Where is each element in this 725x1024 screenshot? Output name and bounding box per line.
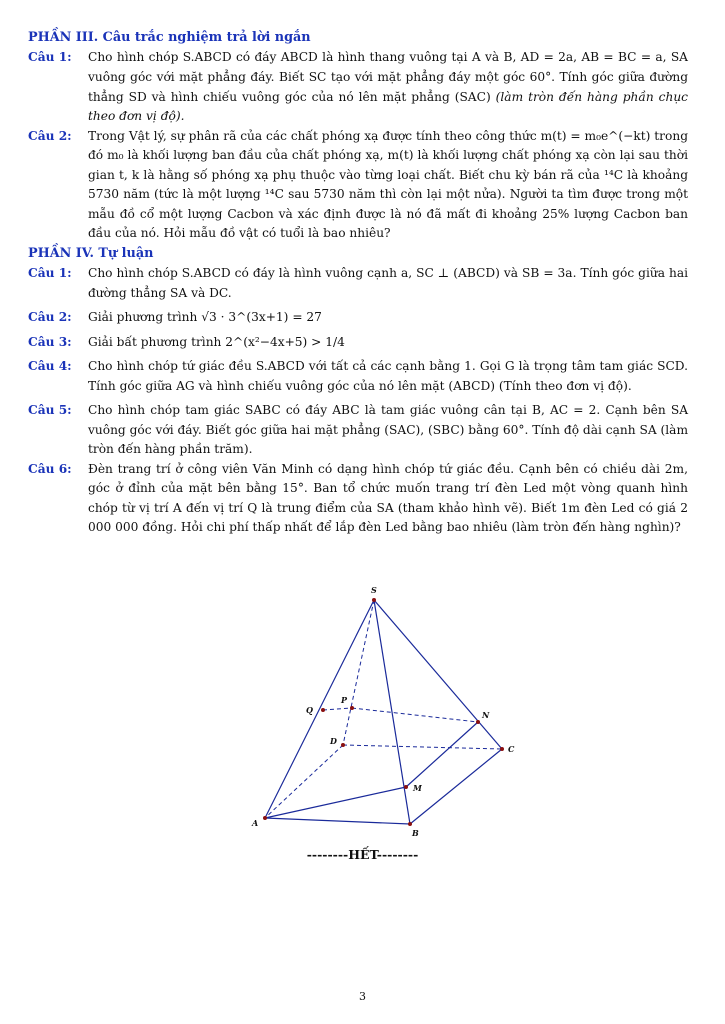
question-text: Cho hình chóp S.ABCD có đáy là hình vuông cạnh a, SC ⊥ (ABCD) và SB = 3a. Tính góc giữa hai đường thẳng SA và DC. (88, 266, 688, 300)
question-label: Câu 2: (28, 310, 72, 325)
question-label: Câu 3: (28, 334, 72, 349)
question-text: Cho hình chóp tam giác SABC có đáy ABC là tam giác vuông cân tại B, AC = 2. Cạnh bên SA vuông góc với đáy. Biết góc giữa hai mặt phẳng (SAC), (SBC) bằng 60°. Tính độ dài cạnh SA (làm tròn đến hàng phần trăm). (88, 403, 688, 457)
edge-sc (374, 600, 502, 749)
point-b (408, 822, 412, 826)
point-n (476, 720, 480, 724)
label-a: A (252, 818, 259, 828)
path-pn (352, 708, 478, 722)
question-text: Giải phương trình √3 · 3^(3x+1) = 27 (88, 310, 322, 325)
point-q (321, 708, 325, 712)
question-label: Câu 1: (28, 266, 72, 281)
label-b: B (412, 828, 419, 838)
label-d: D (330, 736, 337, 746)
p4-question-2 (28, 308, 688, 328)
question-text: Cho hình chóp tứ giác đều S.ABCD với tất cả các cạnh bằng 1. Gọi G là trọng tâm tam giác SCD. Tính góc giữa AG và hình chiếu vuông góc của nó lên mặt (ABCD) (Tính theo đơn vị độ). (88, 359, 688, 393)
exam-page (28, 28, 688, 538)
question-label: Câu 2: (28, 128, 72, 143)
pyramid-diagram (240, 582, 520, 842)
edge-sa (265, 600, 374, 818)
edge-bc (410, 749, 502, 824)
point-m (404, 785, 408, 789)
label-p: P (341, 695, 348, 705)
label-s: S (371, 585, 377, 595)
p4-question-5 (28, 401, 688, 460)
p4-question-1 (28, 264, 688, 303)
question-body: Cho hình chóp S.ABCD có đáy ABCD là hình thang vuông tại A và B, AD = 2a, AB = BC = a, SA vuông góc với mặt phẳng đáy. Biết SC tạo với mặt phẳng đáy một góc 60°. Tính góc giữa đường thẳng SD và hình chiếu vuông góc của nó lên mặt phẳng (SAC) (88, 50, 688, 104)
point-p (350, 706, 354, 710)
point-d (341, 743, 345, 747)
edge-da (265, 745, 343, 818)
end-marker: --------HẾT-------- (306, 847, 419, 862)
edge-ab (265, 818, 410, 824)
label-q: Q (306, 705, 313, 715)
point-a (263, 816, 267, 820)
question-text: Trong Vật lý, sự phân rã của các chất phóng xạ được tính theo công thức m(t) = m₀e^(−kt) trong đó m₀ là khối lượng ban đầu của chất phóng xạ, m(t) là khối lượng chất phóng xạ còn lại sau thời gian t, k là hằng số phóng xạ phụ thuộc vào từng loại chất. Biết chu kỳ bán rã của ¹⁴C là khoảng 5730 năm (tức là một lượng ¹⁴C sau 5730 năm thì còn lại một nửa). Người ta tìm được trong một mẫu đồ cổ một lượng Cacbon và xác định được là nó đã mất đi khoảng 25% lượng Cacbon ban đầu của nó. Hỏi mẫu đồ vật có tuổi là bao nhiêu? (88, 128, 688, 241)
label-n: N (482, 710, 490, 720)
label-c: C (508, 744, 515, 754)
point-c (500, 747, 504, 751)
edge-dc (343, 745, 502, 749)
p4-question-3 (28, 333, 688, 353)
question-label: Câu 5: (28, 403, 72, 418)
question-note: (làm tròn đến hàng phần chục theo đơn vị độ). (88, 89, 689, 124)
pyramid-figure (240, 582, 520, 842)
edge-sd (343, 600, 374, 745)
point-s (372, 598, 376, 602)
path-am (265, 787, 406, 818)
p3-question-2 (28, 127, 688, 244)
question-text: Giải bất phương trình 2^(x²−4x+5) > 1/4 (88, 334, 345, 349)
question-text (88, 48, 688, 126)
p4-question-6 (28, 460, 688, 538)
part3-title: PHẦN III. Câu trắc nghiệm trả lời ngắn (28, 30, 311, 45)
path-qp (323, 708, 352, 710)
question-text: Đèn trang trí ở công viên Văn Minh có dạng hình chóp tứ giác đều. Cạnh bên có chiều dài 2m, góc ở đỉnh của mặt bên bằng 15°. Ban tổ chức muốn trang trí đèn Led một vòng quanh hình chóp từ vị trí A đến vị trí Q là trung điểm của SA (tham khảo hình vẽ). Biết 1m đèn Led có giá 2 000 000 đồng. Hỏi chi phí thấp nhất để lắp đèn Led bằng bao nhiêu (làm tròn đến hàng nghìn)? (88, 461, 688, 535)
question-label: Câu 4: (28, 359, 72, 374)
part4-title: PHẦN IV. Tự luận (28, 245, 154, 261)
p3-question-1 (28, 48, 688, 126)
page-number: 3 (359, 990, 366, 1003)
question-label: Câu 1: (28, 50, 72, 65)
label-m: M (413, 783, 422, 793)
p4-question-4 (28, 357, 688, 396)
question-label: Câu 6: (28, 461, 72, 476)
